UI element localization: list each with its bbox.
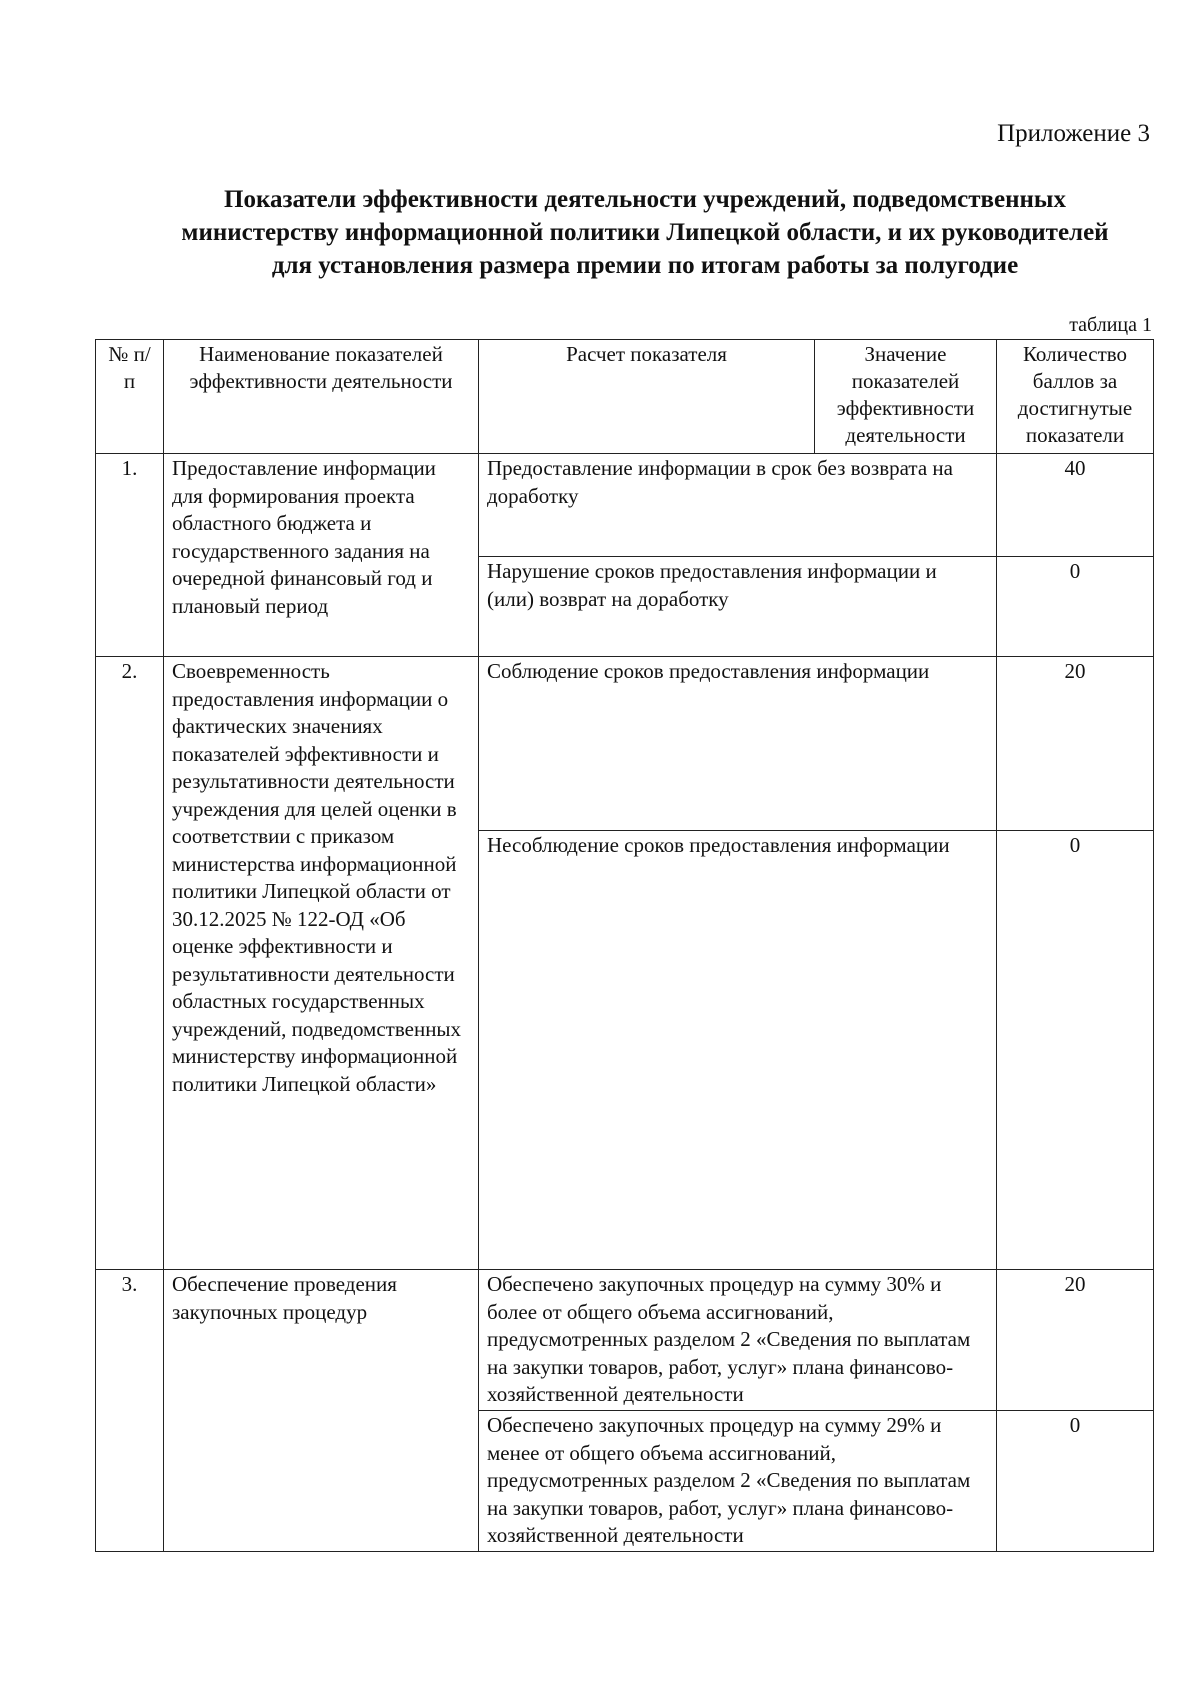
criterion-points: 20 xyxy=(997,657,1154,831)
header-name: Наименование показателей эффективности деятельности xyxy=(164,340,479,454)
criterion-calc: Несоблюдение сроков предоставления информации xyxy=(479,831,997,1270)
criterion-calc: Предоставление информации в срок без возврата на доработку xyxy=(479,454,997,557)
table-label: таблица 1 xyxy=(1069,314,1152,336)
table-row xyxy=(96,657,1154,831)
criterion-points: 0 xyxy=(997,831,1154,1270)
criterion-points: 40 xyxy=(997,454,1154,557)
criterion-calc: Обеспечено закупочных процедур на сумму 30% и более от общего объема ассигнований, предусмотренных разделом 2 «Сведения по выплатам на закупки товаров, работ, услуг» плана финансово-хозяйственной деятельности xyxy=(479,1270,997,1411)
header-value: Значение показателей эффективности деятельности xyxy=(815,340,997,454)
appendix-label: Приложение 3 xyxy=(997,120,1150,147)
indicator-name: Своевременность предоставления информации о фактических значениях показателей эффективности и результативности деятельности учреждения для целей оценки в соответствии с приказом министерства информационной политики Липецкой области от 30.12.2025 № 122-ОД «Об оценке эффективности и результативности деятельности областных государственных учреждений, подведомственных министерству информационной политики Липецкой области» xyxy=(164,657,479,1270)
table-row xyxy=(96,454,1154,557)
criterion-calc: Нарушение сроков предоставления информации и (или) возврат на доработку xyxy=(479,557,997,657)
indicator-name: Обеспечение проведения закупочных процедур xyxy=(164,1270,479,1552)
criterion-points: 20 xyxy=(997,1270,1154,1411)
row-number: 1. xyxy=(96,454,164,657)
header-num: № п/п xyxy=(96,340,164,454)
document-title: Показатели эффективности деятельности учреждений, подведомственных министерству информационной политики Липецкой области, и их руководителей для установления размера премии по итогам работы за полугодие xyxy=(181,186,1109,279)
row-number: 3. xyxy=(96,1270,164,1552)
header-points: Количество баллов за достигнутые показатели xyxy=(997,340,1154,454)
table-header-row xyxy=(96,340,1154,454)
header-calc: Расчет показателя xyxy=(479,340,815,454)
indicators-table xyxy=(95,339,1154,1552)
indicator-name: Предоставление информации для формирования проекта областного бюджета и государственного задания на очередной финансовый год и плановый период xyxy=(164,454,479,657)
criterion-calc: Соблюдение сроков предоставления информации xyxy=(479,657,997,831)
criterion-points: 0 xyxy=(997,1411,1154,1552)
criterion-points: 0 xyxy=(997,557,1154,657)
table-row xyxy=(96,1270,1154,1411)
row-number: 2. xyxy=(96,657,164,1270)
criterion-calc: Обеспечено закупочных процедур на сумму 29% и менее от общего объема ассигнований, предусмотренных разделом 2 «Сведения по выплатам на закупки товаров, работ, услуг» плана финансово-хозяйственной деятельности xyxy=(479,1411,997,1552)
